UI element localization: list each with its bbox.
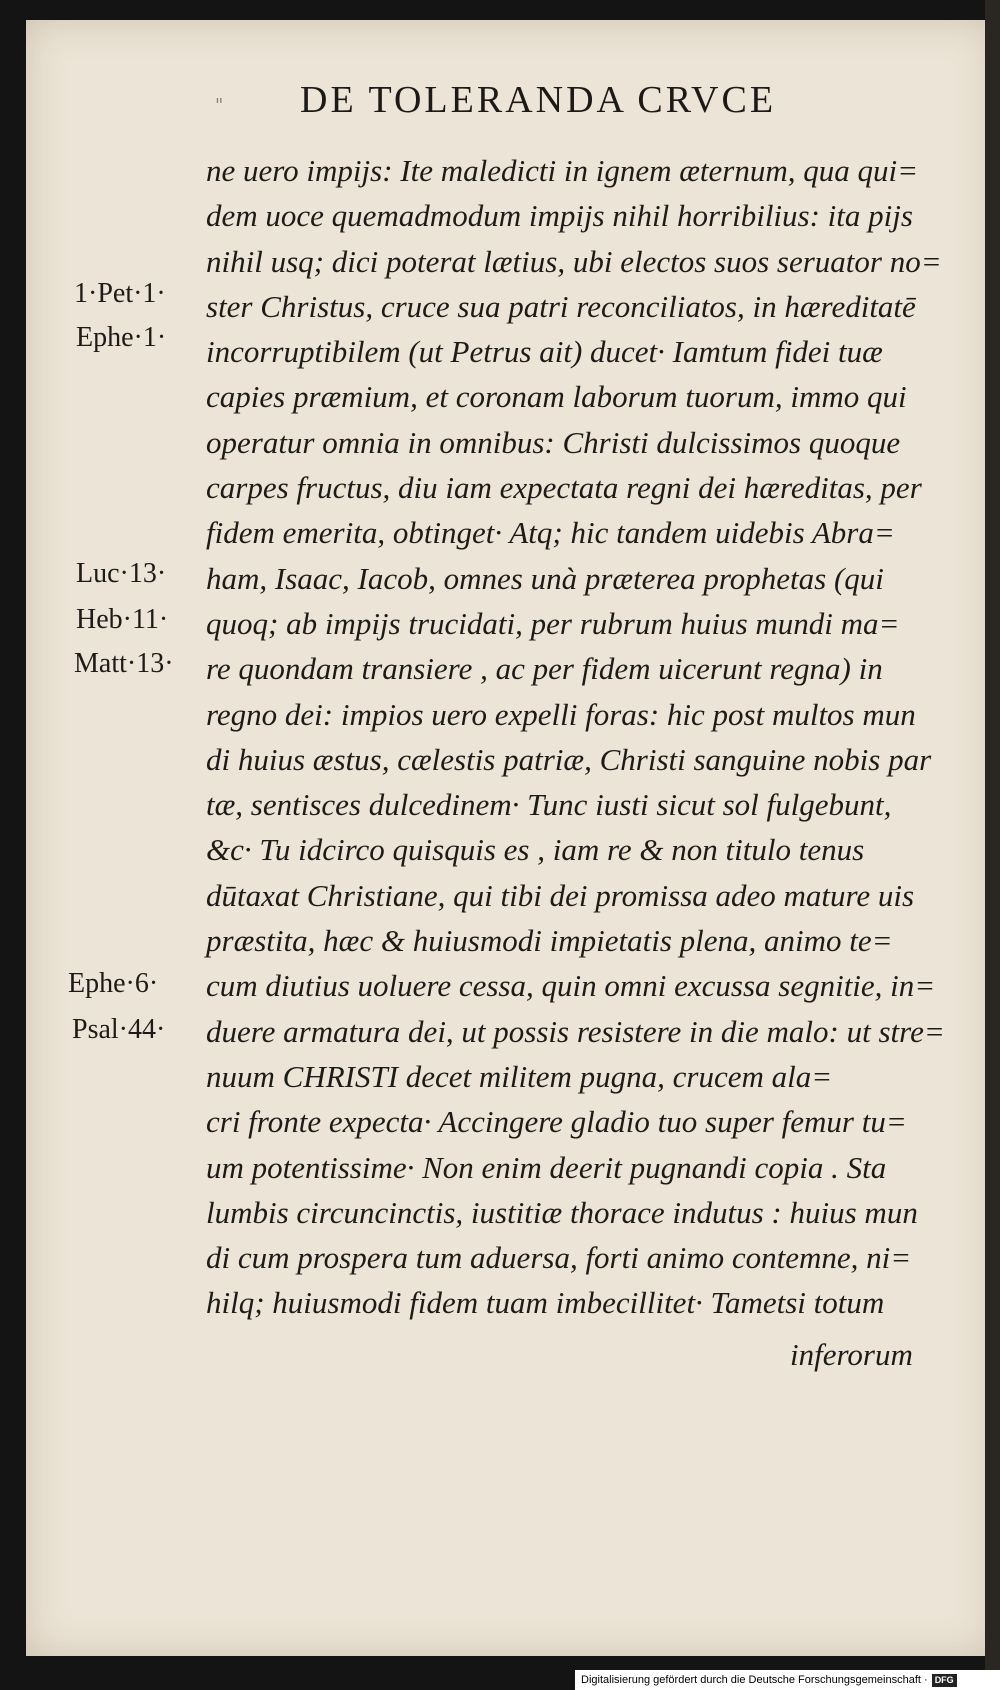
text-line: nihil usq; dici poterat lætius, ubi electos suos seruator no=	[206, 243, 942, 279]
text-line: ster Christus, cruce sua patri reconciliatos, in hæreditatē	[206, 288, 916, 324]
text-line: tæ, sentisces dulcedinem· Tunc iusti sicut sol fulgebunt,	[206, 787, 892, 823]
digitization-footer	[575, 1670, 1000, 1690]
margin-note: Luc·13·	[76, 558, 167, 589]
margin-note: Heb·11·	[76, 604, 169, 635]
text-line: &c· Tu idcirco quisquis es , iam re & non titulo tenus	[206, 832, 865, 868]
text-line: cri fronte expecta· Accingere gladio tuo super femur tu=	[206, 1104, 907, 1140]
text-line: dūtaxat Christiane, qui tibi dei promissa adeo mature uis	[206, 877, 915, 913]
margin-note: 1·Pet·1·	[74, 278, 166, 309]
text-line: di huius æstus, cælestis patriæ, Christi sanguine nobis par	[206, 741, 932, 777]
text-line: carpes fructus, diu iam expectata regni dei hæreditas, per	[206, 470, 922, 506]
text-line: ne uero impijs: Ite maledicti in ignem æternum, qua qui=	[206, 153, 919, 188]
margin-note: Ephe·6·	[68, 968, 159, 999]
text-line: fidem emerita, obtinget· Atq; hic tandem uidebis Abra=	[206, 515, 895, 551]
text-line: cum diutius uoluere cessa, quin omni excussa segnitie, in=	[206, 968, 936, 1004]
text-line: nuum CHRISTI decet militem pugna, crucem ala=	[206, 1058, 833, 1094]
margin-note: Ephe·1·	[76, 322, 167, 353]
page-edge	[985, 0, 1000, 1690]
text-line: incorruptibilem (ut Petrus ait) ducet· Iamtum fidei tuæ	[206, 334, 883, 370]
margin-note: Psal·44·	[72, 1014, 166, 1045]
ornament-mark: "	[215, 95, 224, 116]
catchword: inferorum	[790, 1337, 913, 1372]
text-line: di cum prospera tum aduersa, forti animo contemne, ni=	[206, 1240, 912, 1276]
text-line: capies præmium, et coronam laborum tuorum, immo qui	[206, 379, 907, 415]
running-head: DE TOLERANDA CRVCE	[300, 79, 777, 121]
text-line: duere armatura dei, ut possis resistere in die malo: ut stre=	[206, 1013, 945, 1049]
text-line: operatur omnia in omnibus: Christi dulcissimos quoque	[206, 424, 901, 460]
text-line: ham, Isaac, Iacob, omnes unà præterea prophetas (qui	[206, 560, 884, 596]
text-line: re quondam transiere , ac per fidem uicerunt regna) in	[206, 651, 883, 687]
body-text	[206, 148, 946, 1326]
text-line: præstita, hæc & huiusmodi impietatis plena, animo te=	[206, 923, 893, 959]
text-line: lumbis circuncinctis, iustitiæ thorace indutus : huius mun	[206, 1194, 918, 1230]
dfg-logo: DFG	[932, 1674, 957, 1687]
text-line: hilq; huiusmodi fidem tuam imbecillitet· Tametsi totum	[206, 1285, 885, 1321]
text-line: regno dei: impios uero expelli foras: hic post multos mun	[206, 696, 916, 732]
text-line: quoq; ab impijs trucidati, per rubrum huius mundi ma=	[206, 605, 900, 641]
text-line: um potentissime· Non enim deerit pugnandi copia . Sta	[206, 1149, 887, 1185]
footer-text: Digitalisierung gefördert durch die Deutsche Forschungsgemeinschaft ·	[581, 1674, 928, 1686]
text-line: dem uoce quemadmodum impijs nihil horribilius: ita pijs	[206, 198, 913, 234]
margin-note: Matt·13·	[74, 648, 174, 679]
